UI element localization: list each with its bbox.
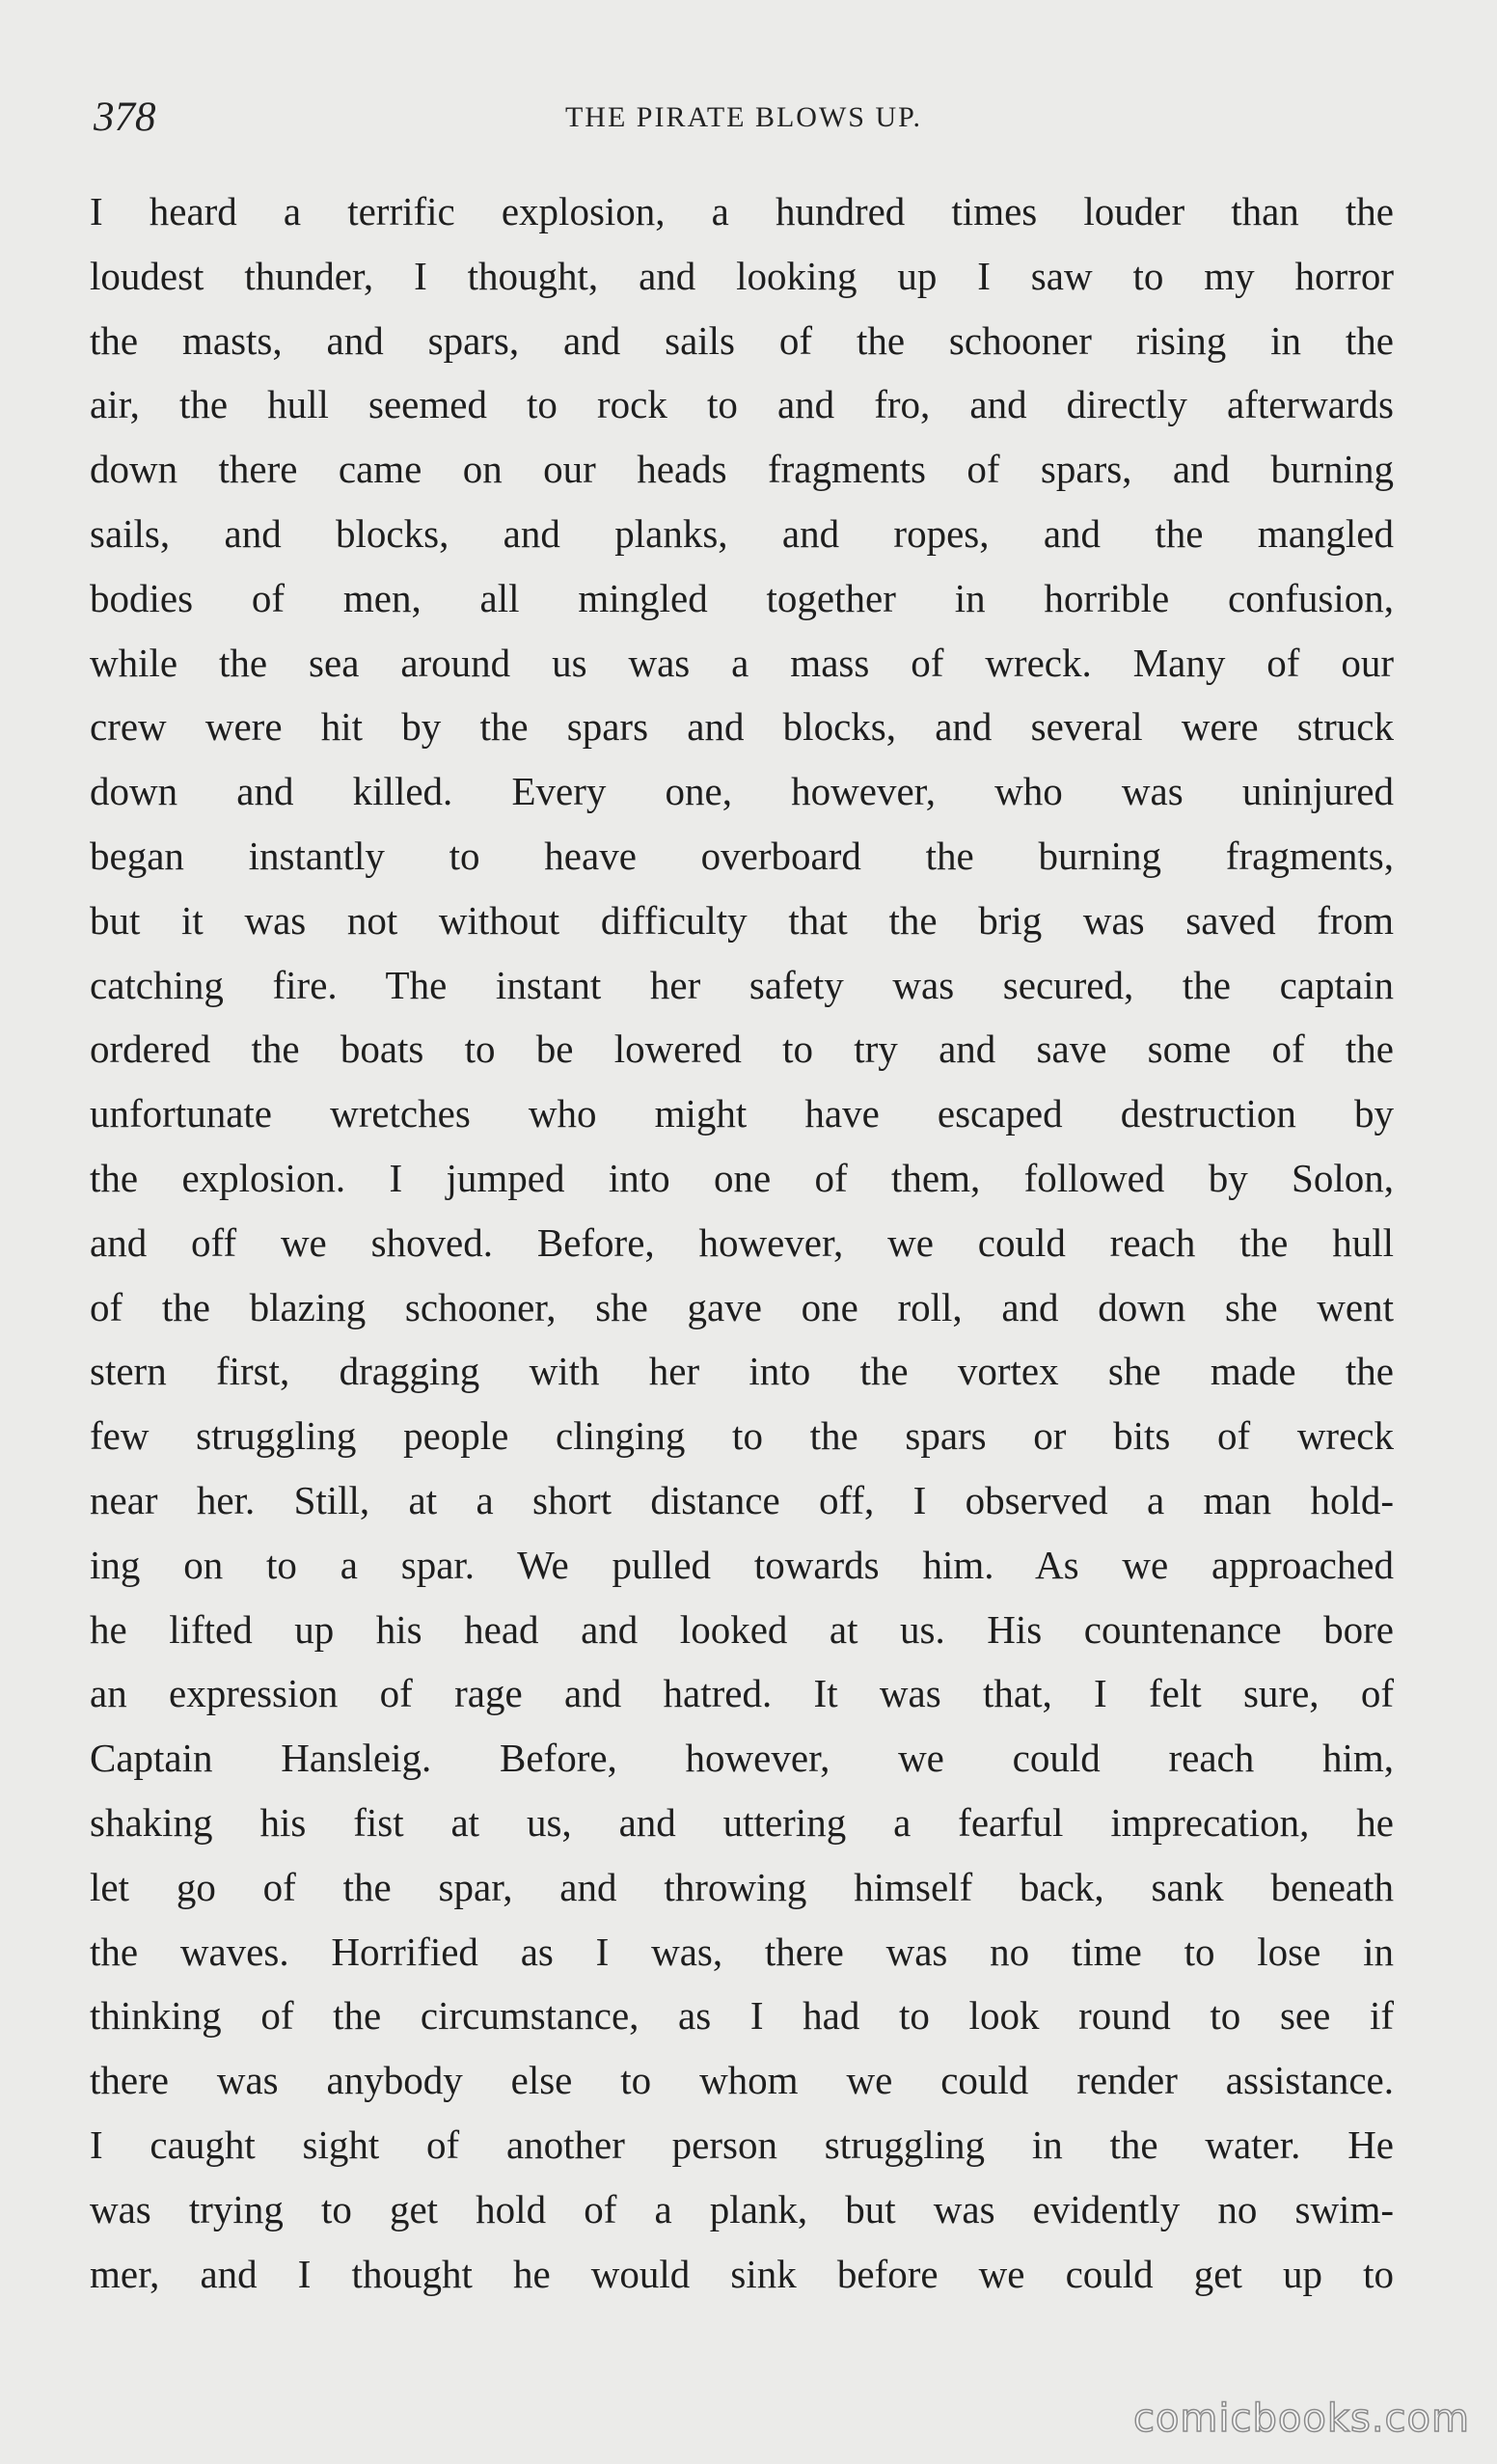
text-line: ing on to a spar. We pulled towards him. As we approached	[90, 1542, 1394, 1587]
text-line: I caught sight of another person struggling in the water. He	[90, 2122, 1394, 2167]
running-head	[94, 89, 1394, 147]
text-line: loudest thunder, I thought, and looking up I saw to my horror	[90, 253, 1394, 298]
text-line: there was anybody else to whom we could render assistance.	[90, 2058, 1394, 2103]
text-line: bodies of men, all mingled together in horrible confusion,	[90, 575, 1394, 620]
text-line: let go of the spar, and throwing himself back, sank beneath	[90, 1864, 1394, 1909]
text-line: unfortunate wretches who might have escaped destruction by	[90, 1091, 1394, 1136]
text-line: ordered the boats to be lowered to try and save some of the	[90, 1027, 1394, 1072]
text-line: began instantly to heave overboard the burning fragments,	[90, 833, 1394, 878]
page-title: THE PIRATE BLOWS UP.	[564, 101, 922, 133]
watermark: comicbooks.com	[1132, 2396, 1470, 2441]
text-line: while the sea around us was a mass of wreck. Many of our	[90, 640, 1394, 685]
text-line: but it was not without difficulty that the brig was saved from	[90, 897, 1394, 943]
text-line: the waves. Horrified as I was, there was no time to lose in	[90, 1929, 1394, 1974]
text-line: air, the hull seemed to rock to and fro, and directly afterwards	[90, 382, 1394, 427]
text-line: near her. Still, at a short distance off, I observed a man hold-	[90, 1477, 1394, 1522]
text-line: down and killed. Every one, however, who was uninjured	[90, 769, 1394, 814]
text-line: the explosion. I jumped into one of them, followed by Solon,	[90, 1155, 1394, 1200]
text-line: stern first, dragging with her into the vortex she made the	[90, 1349, 1394, 1394]
page-number: 378	[94, 95, 156, 140]
text-line: catching fire. The instant her safety was secured, the captain	[90, 962, 1394, 1007]
text-line: sails, and blocks, and planks, and ropes, and the mangled	[90, 510, 1394, 556]
text-line: crew were hit by the spars and blocks, and several were struck	[90, 704, 1394, 750]
text-line: the masts, and spars, and sails of the schooner rising in the	[90, 317, 1394, 363]
text-line: I heard a terrific explosion, a hundred times louder than the	[90, 189, 1394, 233]
text-line: thinking of the circumstance, as I had to look round to see if	[90, 1993, 1394, 2039]
text-line: mer, and I thought he would sink before we could get up to	[90, 2251, 1394, 2296]
text-line: was trying to get hold of a plank, but was evidently no swim-	[90, 2186, 1394, 2231]
text-line: down there came on our heads fragments of spars, and burning	[90, 447, 1394, 492]
body-text	[90, 179, 1394, 2306]
text-line: Captain Hansleig. Before, however, we could reach him,	[90, 1736, 1394, 1781]
text-line: he lifted up his head and looked at us. His countenance bore	[90, 1606, 1394, 1652]
text-line: shaking his fist at us, and uttering a fearful imprecation, he	[90, 1799, 1394, 1845]
text-line: of the blazing schooner, she gave one roll, and down she went	[90, 1284, 1394, 1329]
text-line: and off we shoved. Before, however, we could reach the hull	[90, 1219, 1394, 1265]
text-line: an expression of rage and hatred. It was that, I felt sure, of	[90, 1671, 1394, 1716]
text-line: few struggling people clinging to the spars or bits of wreck	[90, 1413, 1394, 1459]
